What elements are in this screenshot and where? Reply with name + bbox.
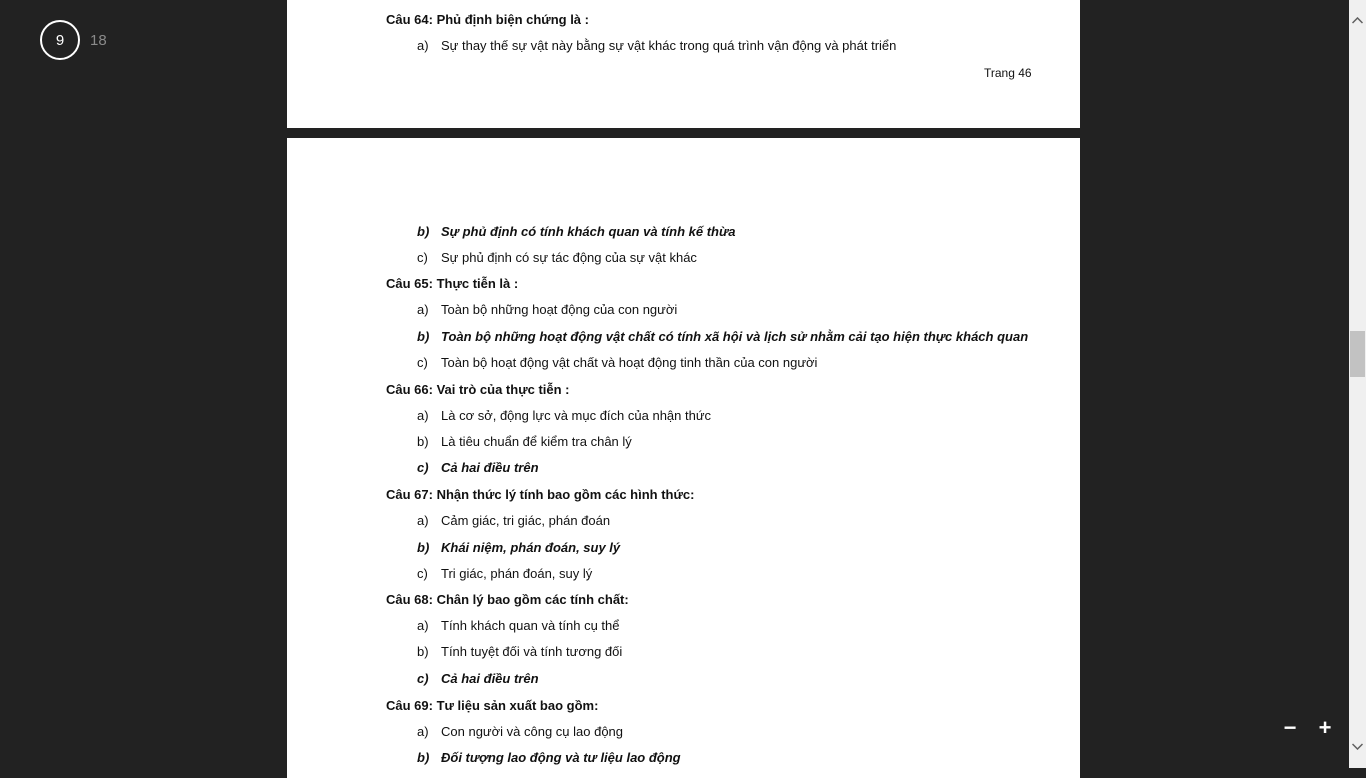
option-label: b) [417,644,429,659]
option-label: b) [417,434,429,449]
page-number-footer: Trang 46 [984,66,1032,80]
total-pages: 18 [90,31,107,49]
option-text: Cả hai điều trên [441,460,539,475]
question-heading: Câu 66: Vai trò của thực tiễn : [386,382,570,397]
option [417,513,610,528]
answer-option [417,540,620,555]
option-text: Sự phủ định có sự tác động của sự vật khác [441,250,697,265]
pdf-page-previous [287,0,1080,128]
answer-option [417,750,681,765]
option [417,408,711,423]
option-a [417,38,896,53]
zoom-out-button[interactable]: − [1283,715,1297,740]
option-text: Sự thay thế sự vật này bằng sự vật khác trong quá trình vận động và phát triển [441,38,897,53]
option-label: b) [417,750,430,765]
answer-option [417,224,735,239]
option [417,434,632,449]
option-label: a) [417,38,429,53]
option-text: Cả hai điều trên [441,671,539,686]
current-page-number[interactable]: 9 [40,20,80,60]
option [417,644,622,659]
option-text: Toàn bộ hoạt động vật chất và hoạt động tinh thần của con người [441,355,818,370]
option-label: a) [417,302,429,317]
option-label: a) [417,618,429,633]
option-text: Cảm giác, tri giác, phán đoán [441,513,611,528]
question-heading: Câu 68: Chân lý bao gồm các tính chất: [386,592,629,607]
option-text: Là cơ sở, động lực và mục đích của nhận thức [441,408,712,423]
option [417,250,697,265]
option-text: Là tiêu chuẩn để kiểm tra chân lý [441,434,632,449]
option-text: Sự phủ định có tính khách quan và tính kế thừa [441,224,736,239]
question-heading: Câu 67: Nhận thức lý tính bao gồm các hình thức: [386,487,695,502]
option-label: b) [417,224,430,239]
option-text: Toàn bộ những hoạt động của con người [441,302,678,317]
scroll-up-arrow-icon[interactable] [1349,12,1366,29]
option-text: Con người và công cụ lao động [441,724,624,739]
answer-option [417,460,539,475]
option-label: c) [417,566,428,581]
option [417,724,623,739]
answer-option [417,329,1028,344]
option [417,566,592,581]
option-text: Tri giác, phán đoán, suy lý [441,566,593,581]
option-text: Khái niệm, phán đoán, suy lý [441,540,621,555]
question-heading: Câu 65: Thực tiễn là : [386,276,519,291]
question-64: Câu 64: Phủ định biện chứng là : [386,12,589,27]
option-label: c) [417,250,428,265]
option-label: b) [417,540,430,555]
option-label: b) [417,329,430,344]
option-label: a) [417,724,429,739]
option-text: Tính khách quan và tính cụ thể [441,618,620,633]
option-label: a) [417,408,429,423]
scroll-thumb[interactable] [1350,331,1365,377]
option [417,618,620,633]
vertical-scrollbar[interactable] [1349,0,1366,768]
option-label: c) [417,355,428,370]
answer-option [417,671,539,686]
option [417,355,817,370]
option-label: c) [417,460,429,475]
option-text: Toàn bộ những hoạt động vật chất có tính xã hội và lịch sử nhằm cải tạo hiện thực khách quan [441,329,1029,344]
option-text: Đối tượng lao động và tư liệu lao động [441,750,681,765]
page-indicator [40,20,107,60]
option-text: Tính tuyệt đối và tính tương đối [441,644,623,659]
scroll-down-arrow-icon[interactable] [1349,738,1366,755]
option-label: c) [417,671,429,686]
option-label: a) [417,513,429,528]
zoom-in-button[interactable]: + [1318,715,1332,740]
pdf-page-current [287,138,1080,778]
option [417,302,677,317]
question-heading: Câu 69: Tư liệu sản xuất bao gồm: [386,698,599,713]
